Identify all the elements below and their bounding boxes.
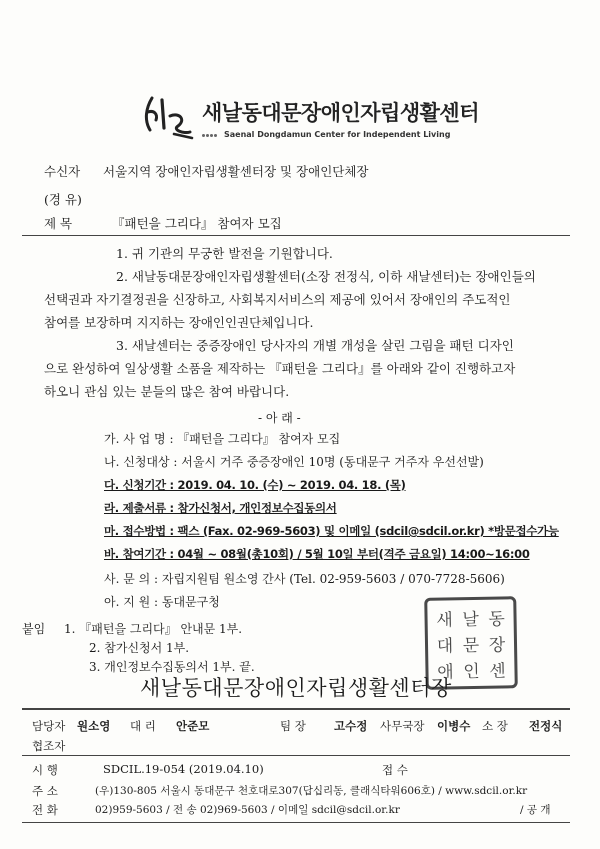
recipient-label: 수신자 <box>44 164 81 179</box>
receipt-label: 접 수 <box>382 763 408 777</box>
subject-label: 제 목 <box>44 216 73 231</box>
attachments-label: 붙임 <box>22 622 46 636</box>
paragraph-2-line-1: 2. 새날동대문장애인자립생활센터(소장 전정식, 이하 새날센터)는 장애인들의 <box>116 269 536 284</box>
approval-name: 이병수 <box>437 719 471 733</box>
attachment-item: 3. 개인정보수집동의서 1부. 끝. <box>89 660 255 674</box>
paragraph-1: 1. 귀 기관의 무궁한 발전을 기원합니다. <box>116 246 333 261</box>
logo-title: 새날동대문장애인자립생활센터 <box>202 101 480 125</box>
detail-item-support: 아. 지 원 : 동대문구청 <box>104 595 220 609</box>
attachment-item: 1. 『패턴을 그리다』 안내문 1부. <box>64 622 243 636</box>
sender-name: 새날동대문장애인자립생활센터장 <box>140 676 452 700</box>
bottom-divider <box>22 822 570 823</box>
approval-divider <box>22 708 570 710</box>
detail-item-project: 가. 사 업 명 : 『패턴을 그리다』 참여자 모집 <box>104 432 341 446</box>
official-seal: 새 날 동 대 문 장 애 인 센 <box>424 596 518 690</box>
logo-mark-icon <box>140 90 196 144</box>
header-divider <box>22 235 570 236</box>
paragraph-2-line-3: 참여를 보장하며 지지하는 장애인인권단체입니다. <box>44 315 314 330</box>
logo-subtitle: Saenal Dongdamun Center for Independent Living <box>224 130 451 139</box>
approval-name: 고수정 <box>334 719 368 733</box>
logo-dots <box>202 132 218 139</box>
paragraph-3-line-3: 하오니 관심 있는 분들의 많은 참여 바랍니다. <box>44 384 290 399</box>
details-heading: - 아 래 - <box>258 411 301 425</box>
approval-role: 소 장 <box>482 719 508 733</box>
approval-name: 원소영 <box>77 719 111 733</box>
detail-item-target: 나. 신청대상 : 서울시 거주 중증장애인 10명 (동대문구 거주자 우선선발) <box>104 455 484 469</box>
approval-role: 팀 장 <box>280 719 306 733</box>
cooperator-label: 협조자 <box>32 739 66 753</box>
recipient-value: 서울지역 장애인자립생활센터장 및 장애인단체장 <box>103 164 369 179</box>
approval-name: 전정식 <box>529 719 563 733</box>
approval-name: 안준모 <box>176 719 210 733</box>
exec-value: SDCIL.19-054 (2019.04.10) <box>103 762 264 776</box>
paragraph-2-line-2: 선택권과 자기결정권을 신장하고, 사회복지서비스의 제공에 있어서 장애인의 주도적인 <box>44 292 511 307</box>
detail-item-schedule: 바. 참여기간 : 04월 ~ 08월(총10회) / 5월 10일 부터(격주 금요일) 14:00~16:00 <box>104 547 530 561</box>
footer-divider <box>22 755 570 756</box>
detail-item-submission: 마. 접수방법 : 팩스 (Fax. 02-969-5603) 및 이메일 (sdcil@sdcil.or.kr) *방문접수가능 <box>104 524 559 538</box>
phone-value: 02)959-5603 / 전 송 02)969-5603 / 이메일 sdcil@sdcil.or.kr <box>95 804 400 816</box>
approval-role: 담당자 <box>32 719 66 733</box>
detail-item-documents: 라. 제출서류 : 참가신청서, 개인정보수집동의서 <box>104 501 337 515</box>
address-label: 주 소 <box>32 784 58 798</box>
address-value: (우)130-805 서울시 동대문구 천호대로307(답십리동, 클래식타워606호) / www.sdcil.or.kr <box>95 785 528 797</box>
approval-role: 대 리 <box>130 719 156 733</box>
public-label: / 공 개 <box>520 804 551 816</box>
subject-value: 『패턴을 그리다』 참여자 모집 <box>112 216 282 231</box>
attachment-item: 2. 참가신청서 1부. <box>89 641 190 655</box>
paragraph-3-line-2: 으로 완성하여 일상생활 소품을 제작하는 『패턴을 그리다』를 아래와 같이 진행하고자 <box>44 361 516 376</box>
via-label: (경 유) <box>44 192 82 207</box>
detail-item-period: 다. 신청기간 : 2019. 04. 10. (수) ~ 2019. 04. 18. (목) <box>104 478 406 492</box>
detail-item-contact: 사. 문 의 : 자립지원팀 원소영 간사 (Tel. 02-959-5603 / 070-7728-5606) <box>104 572 505 586</box>
phone-label: 전 화 <box>32 803 58 817</box>
approval-role: 사무국장 <box>380 719 425 733</box>
paragraph-3-line-1: 3. 새날센터는 중증장애인 당사자의 개별 개성을 살린 그림을 패턴 디자인 <box>116 338 514 353</box>
exec-label: 시 행 <box>32 763 58 777</box>
